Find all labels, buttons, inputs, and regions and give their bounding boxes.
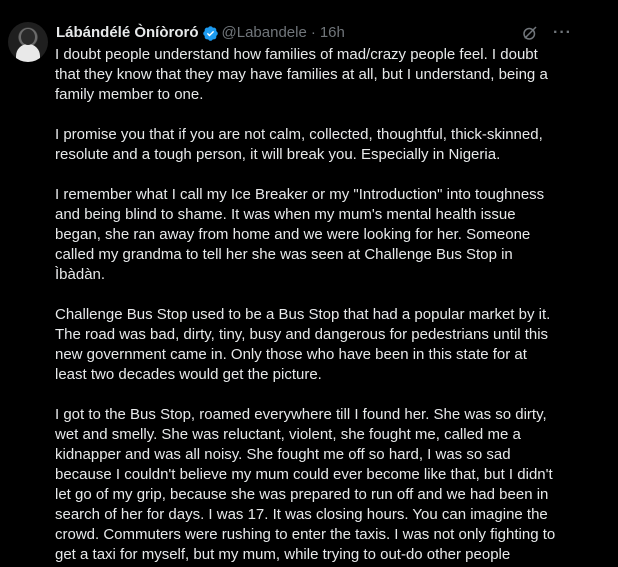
avatar-shirt [16,44,40,62]
grok-icon[interactable] [521,24,539,42]
tweet-header [56,23,345,43]
more-icon[interactable]: ··· [553,24,572,41]
tweet-text [55,45,575,565]
author-handle[interactable]: @Labandele [221,24,307,41]
tweet-paragraph: I doubt people understand how families of mad/crazy people feel. I doubt that they know that they may have families at all, but I understand, being a family member to one. [55,46,548,103]
avatar[interactable] [8,22,48,62]
tweet-timestamp[interactable]: 16h [319,24,345,41]
avatar-head [21,29,35,45]
tweet-paragraph: Challenge Bus Stop used to be a Bus Stop that had a popular market by it. The road was bad, dirty, tiny, busy and dangerous for pedestrians until this new government came in. Only those who have been in this state for at least two decades would get the picture. [55,306,551,383]
verified-badge-icon[interactable] [202,25,219,42]
author-name[interactable]: Lábándélé Òníòroró [56,24,199,41]
tweet-paragraph: I promise you that if you are not calm, collected, thoughtful, thick-skinned, resolute and a tough person, it will break you. Especially in Nigeria. [55,126,543,163]
tweet-paragraph: I got to the Bus Stop, roamed everywhere till I found her. She was so dirty, wet and smelly. She was reluctant, violent, she fought me, called me a kidnapper and was all noisy. She fought me off so hard, I was so sad because I couldn't believe my mum could ever become like that, but I didn't let go of my grip, because she was prepared to run off and we had been in search of her for days. I was 17. It was closing hours. You can imagine the crowd. Commuters were rushing to enter the taxis. I was not only fighting to get a taxi for myself, but my mum, while trying to out-do other people [55,406,556,563]
header-separator: · [310,24,316,41]
tweet-actions [521,23,572,43]
tweet-paragraph: I remember what I call my Ice Breaker or my "Introduction" into toughness and being blind to shame. It was when my mum's mental health issue began, she ran away from home and we were looking for her. Someone called my grandma to tell her she was seen at Challenge Bus Stop in Ìbàdàn. [55,186,545,283]
